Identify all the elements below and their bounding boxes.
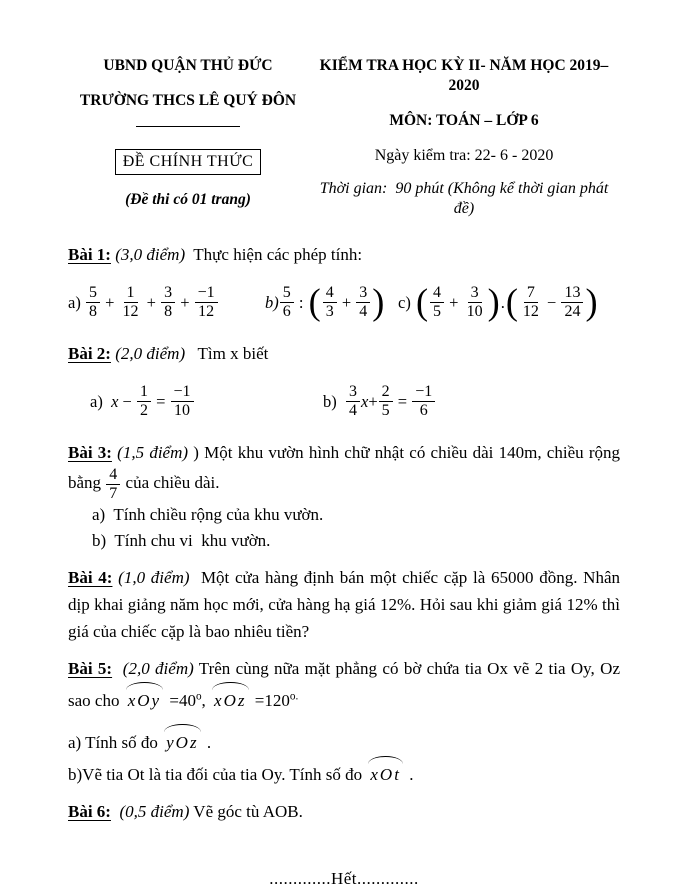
- header-left: [68, 56, 308, 219]
- problem-3-label: Bài 3:: [68, 443, 112, 462]
- problem-3-points: (1,5 điểm): [111, 443, 189, 462]
- expr-2b: b) $\frac{3}{4}$ x + $\frac{2}{5}$ = $\frac{-1}{6}$: [323, 383, 436, 419]
- problem-6-text: Vẽ góc tù AOB.: [189, 802, 303, 822]
- problem-5-intro: Trên cùng nữa mặt phẳng có bờ chứa tia Ox vẽ 2 tia Oy, Oz sao cho xOy $=40^o$, xOz $=120^{o.}$: [68, 659, 620, 710]
- school-name: TRƯỜNG THCS LÊ QUÝ ĐÔN: [79, 92, 297, 109]
- problem-2-text: Tìm x biết: [185, 344, 269, 363]
- problem-4-text: Một cửa hàng định bán một chiếc cặp là 65000 đồng. Nhân dịp khai giảng năm học mới, cửa hàng hạ giá 12%. Hỏi sau khi giảm giá 12% thì giá của chiếc cặp là bao nhiêu tiền?: [68, 568, 625, 642]
- problem-2-label: Bài 2:: [68, 344, 111, 363]
- problem-1-expressions: [68, 276, 620, 328]
- exam-date: Ngày kiểm tra: 22- 6 - 2020: [374, 147, 554, 164]
- problem-5-points: (2,0 điểm): [112, 659, 194, 679]
- exam-title: KIỂM TRA HỌC KỲ II- NĂM HỌC 2019–2020: [319, 57, 609, 94]
- problem-2-heading: [68, 340, 620, 367]
- problem-4-label: Bài 4:: [68, 568, 113, 588]
- problem-6-heading: [68, 798, 620, 825]
- expr-1c: c) ( $\frac{4}{5}$ + $\frac{3}{10}$ ) . ( $\frac{7}{12}$ − $\frac{13}{24}$ ): [398, 281, 598, 322]
- problem-1-text: Thực hiện các phép tính:: [185, 245, 363, 264]
- official-stamp: ĐỀ CHÍNH THỨC: [115, 149, 262, 175]
- problem-6-points: (0,5 điểm): [110, 802, 190, 822]
- problem-5-item-b: b)Vẽ tia Ot là tia đối của tia Oy. Tính số đo xOt .: [68, 756, 620, 788]
- header-right: [308, 56, 620, 219]
- problem-1-points: (3,0 điểm): [110, 245, 186, 264]
- official-stamp-wrap: [68, 147, 308, 175]
- problem-2: [68, 340, 620, 427]
- problem-3-item-b: b) Tính chu vi khu vườn.: [92, 531, 271, 551]
- divider-line: [136, 126, 240, 127]
- problem-2-points: (2,0 điểm): [110, 344, 186, 363]
- problem-5-statement: [68, 655, 620, 714]
- problem-4: [68, 564, 625, 645]
- problem-3-text2: của chiều dài.: [121, 473, 220, 492]
- problem-1-heading: [68, 241, 620, 268]
- exam-duration: Thời gian: 90 phút (Không kể thời gian phát đề): [319, 180, 613, 217]
- problem-4-points: (1,0 điểm): [112, 568, 190, 588]
- subject-title: MÔN: TOÁN – LỚP 6: [389, 112, 539, 129]
- problem-5-item-a: a) Tính số đo yOz .: [68, 724, 620, 756]
- expr-3-fraction: $\frac{4}{7}$: [105, 473, 121, 492]
- expr-1b: b) $\frac{5}{6}$ : ( $\frac{4}{3}$ + $\frac{3}{4}$ ): [265, 281, 385, 322]
- problem-3-statement: [68, 439, 625, 502]
- problem-3-item-a: a) Tính chiều rộng của khu vườn.: [92, 505, 324, 525]
- problem-1: [68, 241, 620, 328]
- problem-6-label: Bài 6:: [68, 802, 111, 822]
- expr-2a: a) x − $\frac{1}{2}$ = $\frac{-1}{10}$: [90, 383, 323, 419]
- expr-1a: a) $\frac{5}{8}$ + $\frac{1}{12}$ + $\frac{3}{8}$ + $\frac{-1}{12}$: [68, 284, 265, 320]
- problem-2-expressions: [68, 375, 620, 427]
- header: [68, 56, 620, 219]
- problem-5: [68, 655, 620, 788]
- end-marker: .............Hết.............: [269, 869, 419, 884]
- problem-1-label: Bài 1:: [68, 245, 111, 264]
- org-name: UBND QUẬN THỦ ĐỨC: [103, 57, 273, 74]
- problem-3: [68, 439, 625, 554]
- problem-5-label: Bài 5:: [68, 659, 113, 679]
- page-count-note: (Đề thi có 01 trang): [125, 191, 251, 208]
- problem-4-statement: [68, 564, 625, 645]
- problem-6: [68, 798, 620, 825]
- problem-3-text1: ) Một khu vườn hình chữ nhật có chiều dài 140m, chiều rộng bằng: [68, 443, 625, 492]
